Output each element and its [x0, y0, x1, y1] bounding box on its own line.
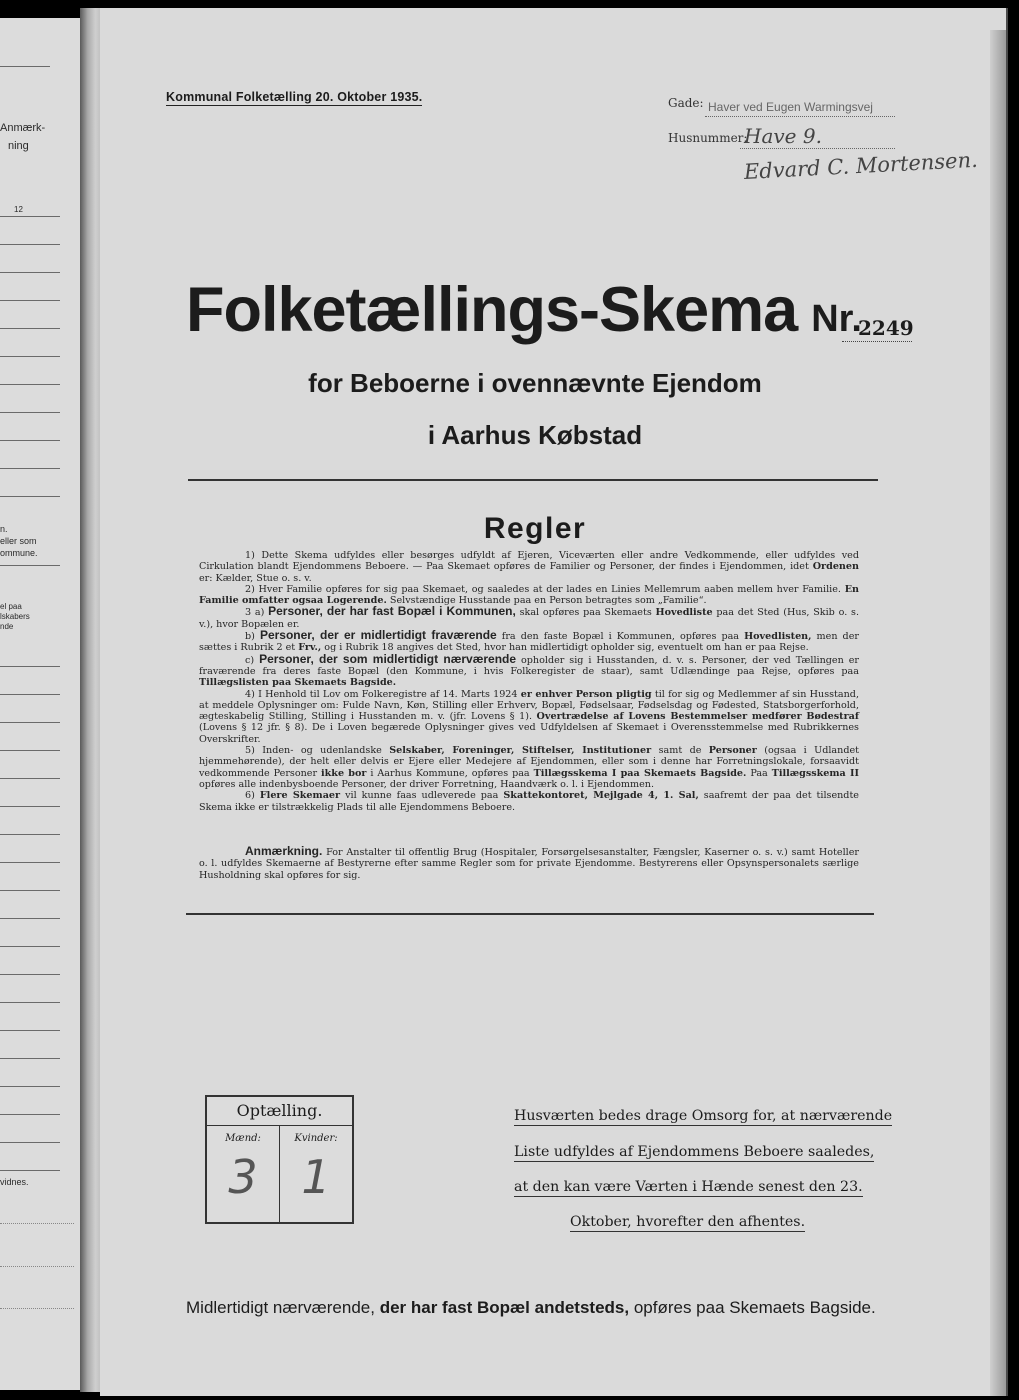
note-paragraph	[199, 846, 859, 881]
house-number-value: Have 9.	[744, 124, 822, 148]
left-text: el paa	[0, 602, 22, 611]
divider	[0, 722, 60, 723]
divider	[0, 666, 60, 667]
divider	[0, 834, 60, 835]
dotted-line	[0, 1223, 74, 1224]
left-text: ommune.	[0, 548, 38, 558]
divider	[0, 890, 60, 891]
divider	[0, 1030, 60, 1031]
owner-signature: Edvard C. Mortensen.	[743, 147, 979, 184]
divider	[0, 216, 60, 217]
left-text: n.	[0, 524, 8, 534]
divider	[0, 66, 50, 67]
count-box-title: Optælling.	[207, 1097, 352, 1126]
rule-3a: 3 a) Personer, der har fast Bopæl i Kommunen, skal opføres paa Skemaets Hovedliste paa det Sted (Hus, Skib o. s. v.), hvor Bopælen er.	[199, 604, 859, 630]
note-lead: Anmærkning.	[245, 844, 323, 858]
divider	[0, 244, 60, 245]
rules-heading: Regler	[483, 512, 587, 545]
divider	[0, 1058, 60, 1059]
divider	[0, 1142, 60, 1143]
book-spine	[80, 8, 102, 1392]
rule-2: 2) Hver Familie opføres for sig paa Skemaet, og saaledes at der lades en Linies Mellemrum aaben mellem hver Familie. En Familie omfatter ogsaa Logerende. Selvstændige Husstande paa en Person betragtes som „Familie“.	[199, 583, 859, 607]
rule-6: 6) Flere Skemaer vil kunne faas udleverede paa Skattekontoret, Mejlgade 4, 1. Sal, saafremt der paa det tilsendte Skema ikke er tilstrækkelig Plads til alle Ejendommens Beboere.	[199, 790, 859, 813]
notice-line-3: at den kan være Værten i Hænde senest den 23.	[514, 1179, 863, 1195]
note-text: For Anstalter til offentlig Brug (Hospitaler, Forsørgelsesanstalter, Fængsler, Kaserner o. s. v.) samt Hoteller o. l. udfyldes Skemaerne af Bestyrerne efter samme Regler som for private Ejendomme. Bestyrerens eller Opsynspersonalets særlige Husholdning skal opføres for sig.	[199, 847, 859, 881]
notice-line-1: Husværten bedes drage Omsorg for, at nærværende	[514, 1108, 893, 1124]
divider	[0, 1086, 60, 1087]
street-value: Haver ved Eugen Warmingsvej	[708, 100, 873, 114]
dotted-line	[705, 116, 895, 117]
dotted-line	[842, 341, 912, 342]
divider	[0, 946, 60, 947]
divider	[0, 565, 60, 566]
dotted-line	[0, 1266, 74, 1267]
left-text: eller som	[0, 536, 37, 546]
rule-5: 5) Inden- og udenlandske Selskaber, Foreninger, Stiftelser, Institutioner samt de Personer (ogsaa i Udlandet hjemmehørende), der helt eller delvis er Ejere eller Medejere af Ejendommen, eller som i denne har Forretningslokale, forsaavidt vedkommende Personer ikke bor i Aarhus Kommune, opføres paa Tillægsskema I paa Skemaets Bagside. Paa Tillægsskema II opføres alle indenbysboende Personer, der driver Forretning, Haandværk o. l. i Ejendommen.	[199, 745, 860, 790]
men-count: 3	[228, 1150, 258, 1204]
divider	[188, 479, 878, 481]
footer-note: Midlertidigt nærværende, der har fast Bopæl andetsteds, opføres paa Skemaets Bagside.	[186, 1298, 876, 1317]
left-heading: Anmærk-	[0, 122, 46, 134]
divider	[0, 918, 60, 919]
divider	[0, 806, 60, 807]
divider	[0, 1170, 60, 1171]
divider	[0, 272, 60, 273]
rule-3b: b) Personer, der er midlertidigt fraværende fra den faste Bopæl i Kommunen, opføres paa Hovedlisten, men der sættes i Rubrik 2 et Frv., og i Rubrik 18 angives det Sted, hvor han midlertidigt opholder sig, eventuelt om han er paa Rejse.	[199, 628, 859, 654]
divider	[0, 328, 60, 329]
form-title	[186, 272, 862, 357]
divider	[0, 750, 60, 751]
rule-1: 1) Dette Skema udfyldes eller besørges udfyldt af Ejeren, Viceværten eller andre Vedkommende, eller udfyldes ved Cirkulation blandt Ejendommens Beboere. — Paa Skemaet opføres de Familier og Personer, der findes i Ejendommen, idet Ordenen er: Kælder, Stue o. s. v.	[199, 550, 859, 584]
left-text: nde	[0, 622, 14, 631]
divider	[0, 862, 60, 863]
left-heading: ning	[8, 140, 29, 152]
divider	[0, 694, 60, 695]
census-title: Kommunal Folketælling 20. Oktober 1935.	[166, 90, 423, 104]
women-column	[280, 1126, 352, 1222]
notice-line-2: Liste udfyldes af Ejendommens Beboere saaledes,	[514, 1144, 875, 1160]
men-label: Mænd:	[225, 1133, 261, 1144]
street-label: Gade:	[668, 96, 704, 110]
title-main: Folketællings-Skema	[186, 275, 798, 345]
left-page-fragment	[0, 18, 81, 1390]
subtitle-city: i Aarhus Købstad	[427, 420, 643, 450]
divider	[0, 496, 60, 497]
divider	[0, 1002, 60, 1003]
page-edge	[990, 30, 1006, 1396]
rule-4: 4) I Henhold til Lov om Folkeregistre af 14. Marts 1924 er enhver Person pligtig til for sig og Medlemmer af sin Husstand, at meddele Oplysninger om: Fulde Navn, Køn, Stilling eller Erhverv, Bopæl, Fødselsaar, Fødselsdag og Fødested, Statsborgerforhold, ægteskabelig Stilling, Stilling i Husstanden m. v. (jfr. Lovens § 1). Overtrædelse af Lovens Bestemmelser medfører Bødestraf (Lovens § 12 jfr. § 8). De i Loven begærede Oplysninger gives ved Udfyldelsen af Skemaet i Overensstemmelse med Rubrikkernes Overskrifter.	[199, 688, 859, 745]
schema-number: 2249	[858, 316, 914, 340]
count-box	[205, 1095, 354, 1224]
divider	[0, 356, 60, 357]
divider	[0, 778, 60, 779]
divider	[186, 913, 874, 915]
house-number-label: Husnummer:	[668, 131, 748, 145]
left-text: lskabers	[0, 612, 30, 621]
subtitle: for Beboerne i ovennævnte Ejendom	[308, 368, 762, 398]
notice-line-4: Oktober, hvorefter den afhentes.	[570, 1214, 806, 1230]
divider	[0, 1114, 60, 1115]
column-number: 12	[14, 205, 23, 214]
divider	[0, 468, 60, 469]
dotted-line	[740, 148, 895, 149]
dotted-line	[0, 1308, 74, 1309]
men-column	[207, 1126, 280, 1222]
women-label: Kvinder:	[294, 1133, 338, 1144]
rule-3c: c) Personer, der som midlertidigt nærværende opholder sig i Husstanden, d. v. s. Personer, der ved Tællingen er fraværende fra deres faste Bopæl (den Kommune, i hvis Folkeregister de staar), samt Udlændinge paa Rejse, opføres paa Tillægslisten paa Skemaets Bagside.	[199, 651, 859, 689]
women-count: 1	[301, 1150, 331, 1204]
left-text: vidnes.	[0, 1177, 29, 1187]
divider	[0, 300, 60, 301]
divider	[0, 974, 60, 975]
divider	[0, 412, 60, 413]
rules-text	[199, 550, 859, 813]
nr-label: Nr.	[811, 298, 862, 340]
